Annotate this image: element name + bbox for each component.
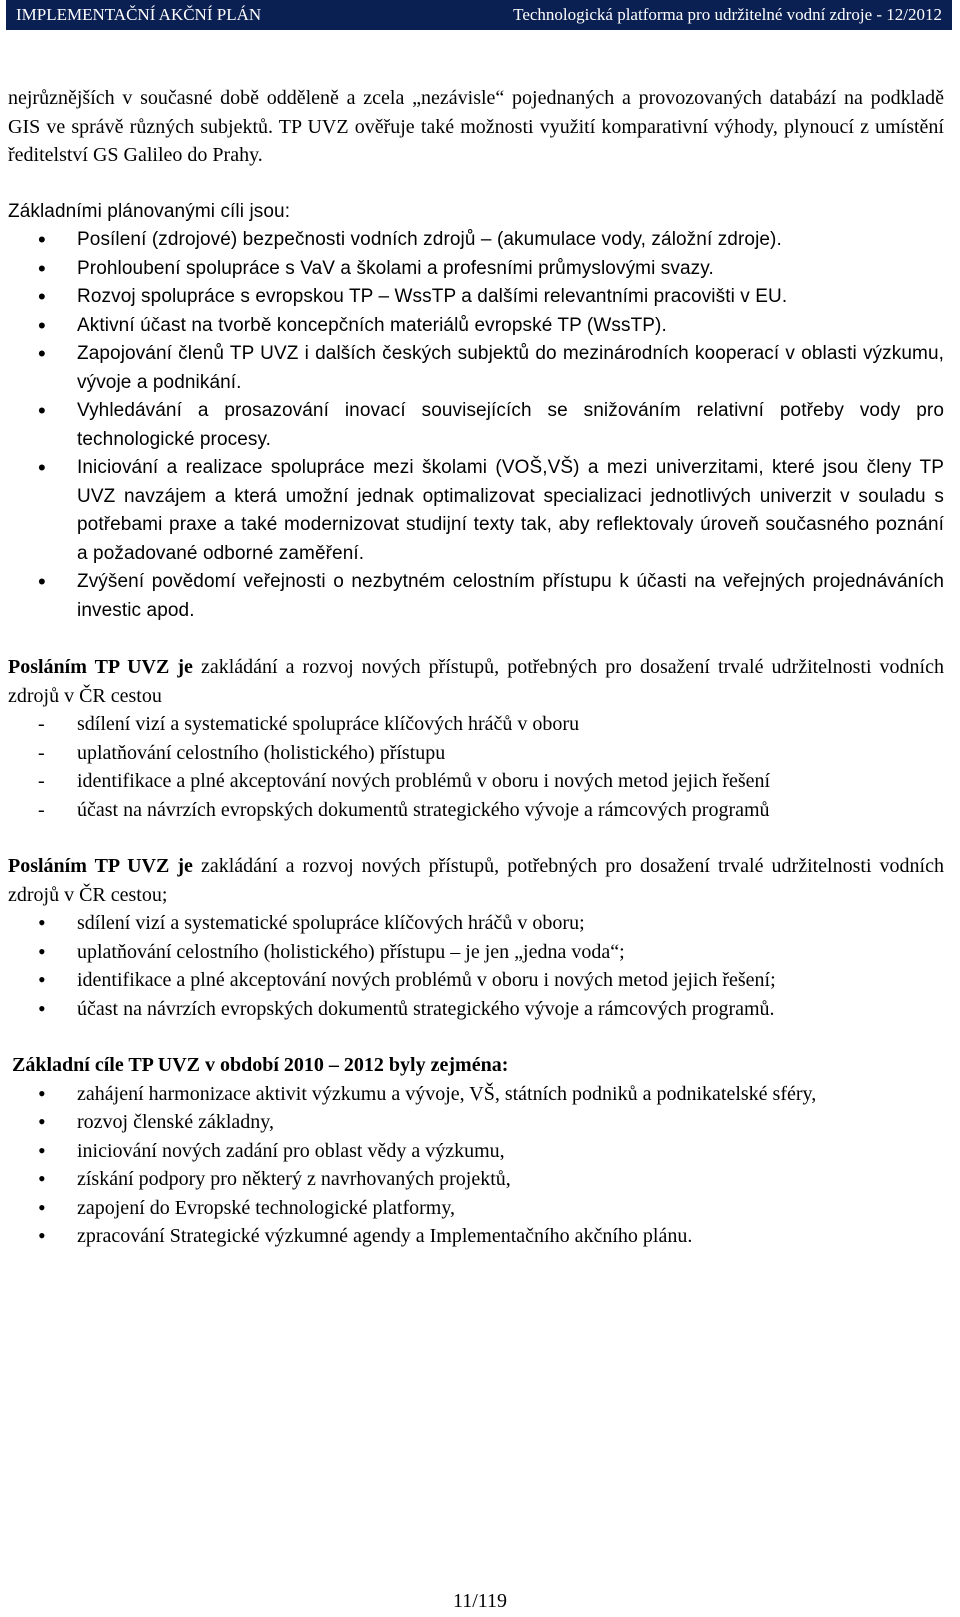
list-item: • Vyhledávání a prosazování inovací souvisejících se snižováním relativní potřeby vody pro technologické procesy. [8, 397, 944, 454]
basic-goals-heading-text: Základní cíle TP UVZ v období 2010 – 2012 byly zejména: [12, 1054, 509, 1076]
list-item: • účast na návrzích evropských dokumentů strategického vývoje a rámcových programů. [8, 995, 944, 1024]
list-item: • zpracování Strategické výzkumné agendy a Implementačního akčního plánu. [8, 1222, 944, 1251]
list-item: • sdílení vizí a systematické spolupráce klíčových hráčů v oboru; [8, 909, 944, 938]
list-item: • Zapojování členů TP UVZ i dalších českých subjektů do mezinárodních kooperací v oblasti výzkumu, vývoje a podnikání. [8, 340, 944, 397]
list-item: • Prohloubení spolupráce s VaV a školami a profesními průmyslovými svazy. [8, 255, 944, 284]
list-item: • Iniciování a realizace spolupráce mezi školami (VOŠ,VŠ) a mezi univerzitami, které jsou členy TP UVZ navzájem a která umožní jednak optimalizovat specializaci jednotlivých univerzit v souladu s potřebami praxe a také modernizovat studijní texty tak, aby reflektovaly úroveň současného poznání a požadované odborné zaměření. [8, 454, 944, 568]
list-item: • Aktivní účast na tvorbě koncepčních materiálů evropské TP (WssTP). [8, 312, 944, 341]
list-item: • zapojení do Evropské technologické platformy, [8, 1194, 944, 1223]
list-item: • Rozvoj spolupráce s evropskou TP – WssTP a dalšími relevantními pracovišti v EU. [8, 283, 944, 312]
goals-list [8, 226, 944, 625]
mission-paragraph-1 [8, 653, 944, 710]
list-item: - identifikace a plné akceptování nových problémů v oboru i nových metod jejich řešení [8, 767, 944, 796]
basic-goals-heading [8, 1051, 944, 1080]
list-item: • identifikace a plné akceptování nových problémů v oboru i nových metod jejich řešení; [8, 966, 944, 995]
basic-goals-list [8, 1080, 944, 1251]
header-right-title: Technologická platforma pro udržitelné vodní zdroje - 12/2012 [513, 5, 942, 24]
list-item: • iniciování nových zadání pro oblast vědy a výzkumu, [8, 1137, 944, 1166]
document-body [0, 84, 960, 1251]
mission-dash-list [8, 710, 944, 824]
list-item: • Posílení (zdrojové) bezpečnosti vodních zdrojů – (akumulace vody, záložní zdroje). [8, 226, 944, 255]
mission-paragraph-2 [8, 852, 944, 909]
list-item: - sdílení vizí a systematické spolupráce klíčových hráčů v oboru [8, 710, 944, 739]
list-item: • Zvýšení povědomí veřejnosti o nezbytném celostním přístupu k účasti na veřejných projednáváních investic apod. [8, 568, 944, 625]
page-number: 11/119 [452, 1590, 508, 1612]
list-item: - účast na návrzích evropských dokumentů strategického vývoje a rámcových programů [8, 796, 944, 825]
mission-text-2: zakládání a rozvoj nových přístupů, potřebných pro dosažení trvalé udržitelnosti vodních zdrojů v ČR cestou; [8, 855, 944, 906]
list-item: • získání podpory pro některý z navrhovaných projektů, [8, 1165, 944, 1194]
list-item: - uplatňování celostního (holistického) přístupu [8, 739, 944, 768]
mission-bold-2: Posláním TP UVZ je [8, 855, 193, 877]
list-item: • zahájení harmonizace aktivit výzkumu a vývoje, VŠ, státních podniků a podnikatelské sféry, [8, 1080, 944, 1109]
list-item: • uplatňování celostního (holistického) přístupu – je jen „jedna voda“; [8, 938, 944, 967]
intro-paragraph: nejrůznějších v současné době odděleně a zcela „nezávisle“ pojednaných a provozovaných databází na podkladě GIS ve správě různých subjektů. TP UVZ ověřuje také možnosti využití komparativní výhody, plynoucí z umístění ředitelství GS Galileo do Prahy. [8, 87, 944, 166]
page-header [6, 0, 952, 30]
mission-bold-1: Posláním TP UVZ je [8, 656, 193, 678]
mission-bullet-list [8, 909, 944, 1023]
mission-text-1: zakládání a rozvoj nových přístupů, potřebných pro dosažení trvalé udržitelnosti vodních zdrojů v ČR cestou [8, 656, 944, 707]
list-item: • rozvoj členské základny, [8, 1108, 944, 1137]
goals-heading: Základními plánovanými cíli jsou: [8, 200, 291, 222]
header-left-title: IMPLEMENTAČNÍ AKČNÍ PLÁN [16, 5, 262, 24]
